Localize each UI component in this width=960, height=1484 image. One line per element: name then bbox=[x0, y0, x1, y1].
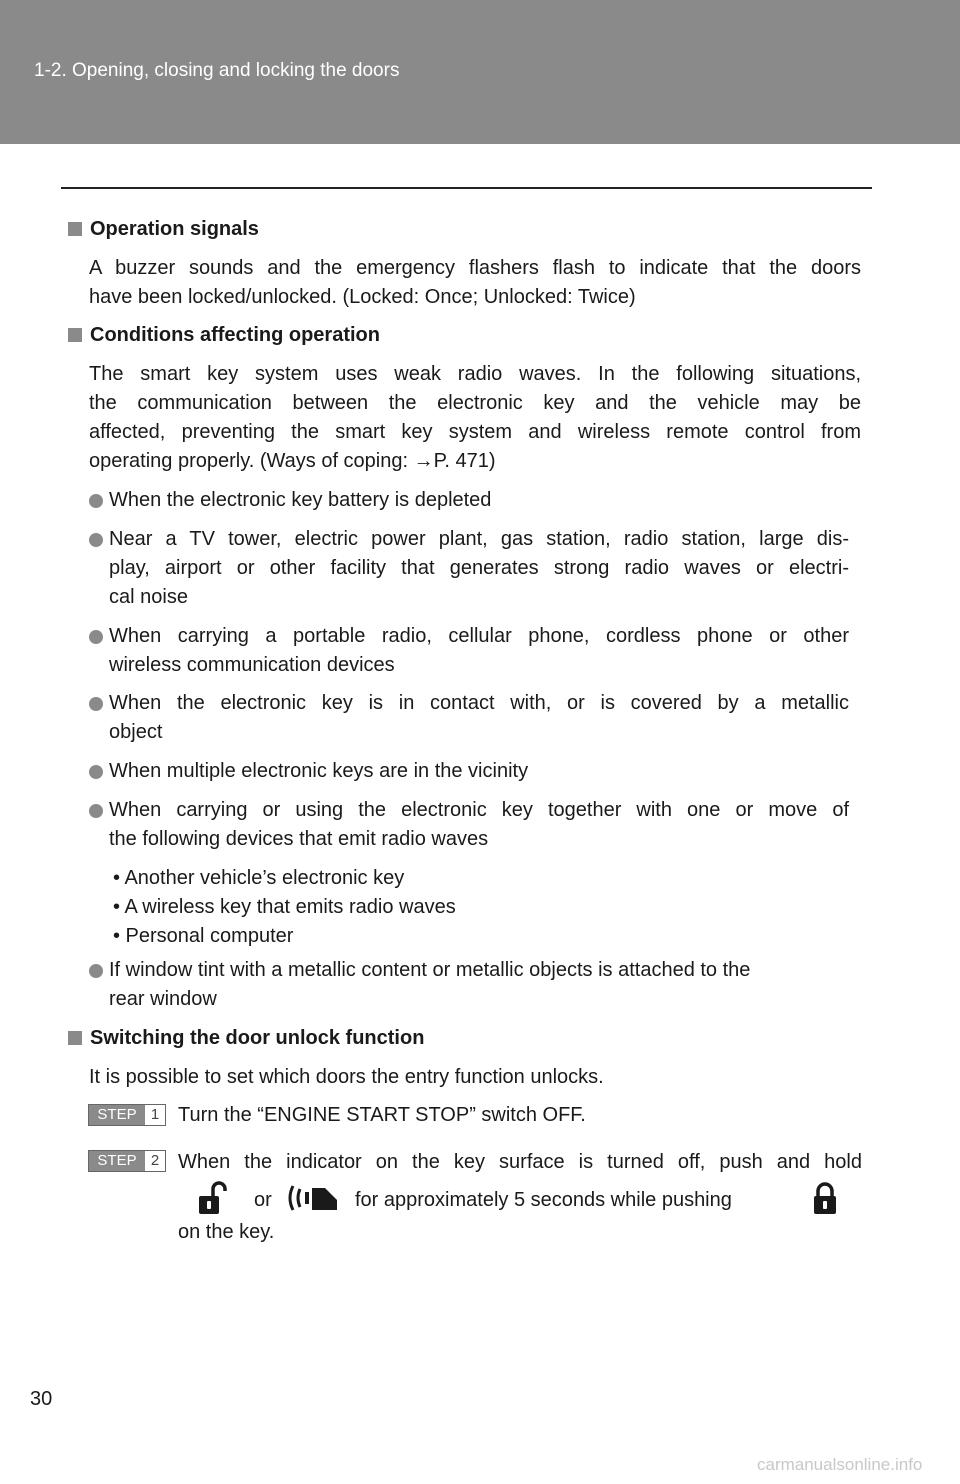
paragraph-line: operating properly. (Ways of coping: →P. 471) bbox=[89, 450, 496, 472]
step-text: on the key. bbox=[178, 1221, 275, 1243]
list-item: When multiple electronic keys are in the vicinity bbox=[109, 760, 529, 782]
step-text: When the indicator on the key surface is turned off, push and hold bbox=[178, 1151, 862, 1173]
list-item: object bbox=[109, 721, 163, 743]
page-number: 30 bbox=[30, 1388, 53, 1410]
sub-list-item: • A wireless key that emits radio waves bbox=[113, 896, 456, 918]
lock-icon bbox=[810, 1180, 840, 1216]
chapter-header bbox=[0, 0, 960, 144]
list-item: the following devices that emit radio waves bbox=[109, 828, 489, 850]
step-number: 2 bbox=[150, 1152, 160, 1169]
list-item: When carrying a portable radio, cellular phone, cordless phone or other bbox=[109, 625, 849, 647]
trunk-signal-icon bbox=[285, 1180, 341, 1216]
list-item: cal noise bbox=[109, 586, 188, 608]
list-item: play, airport or other facility that generates strong radio waves or electri- bbox=[109, 557, 849, 579]
chapter-title: 1-2. Opening, closing and locking the doors bbox=[34, 60, 400, 81]
watermark: carmanualsonline.info bbox=[757, 1455, 923, 1474]
paragraph-line: affected, preventing the smart key system and wireless remote control from bbox=[89, 421, 861, 443]
step-text: Turn the “ENGINE START STOP” switch OFF. bbox=[178, 1104, 586, 1126]
bullet-dot-icon bbox=[89, 494, 103, 508]
list-item: If window tint with a metallic content or metallic objects is attached to the bbox=[109, 959, 751, 981]
bullet-dot-icon bbox=[89, 630, 103, 644]
paragraph-line: A buzzer sounds and the emergency flashers flash to indicate that the doors bbox=[89, 257, 861, 279]
sub-list-item: • Another vehicle’s electronic key bbox=[113, 867, 405, 889]
list-item: rear window bbox=[109, 988, 217, 1010]
bullet-dot-icon bbox=[89, 765, 103, 779]
section-heading: Operation signals bbox=[68, 218, 259, 241]
section-heading: Conditions affecting operation bbox=[68, 324, 380, 347]
section-heading: Switching the door unlock function bbox=[68, 1027, 424, 1050]
bullet-dot-icon bbox=[89, 804, 103, 818]
bullet-dot-icon bbox=[89, 964, 103, 978]
step-text: for approximately 5 seconds while pushing bbox=[355, 1189, 732, 1211]
paragraph-line: The smart key system uses weak radio waves. In the following situations, bbox=[89, 363, 861, 385]
square-bullet-icon bbox=[68, 222, 82, 236]
square-bullet-icon bbox=[68, 328, 82, 342]
step-badge bbox=[88, 1150, 166, 1172]
list-item: Near a TV tower, electric power plant, gas station, radio station, large dis- bbox=[109, 528, 849, 550]
paragraph-line: It is possible to set which doors the entry function unlocks. bbox=[89, 1066, 604, 1088]
or-text: or bbox=[254, 1189, 272, 1211]
list-item: When the electronic key battery is depleted bbox=[109, 489, 492, 511]
list-item: wireless communication devices bbox=[109, 654, 395, 676]
step-badge bbox=[88, 1104, 166, 1126]
list-item: When the electronic key is in contact with, or is covered by a metallic bbox=[109, 692, 849, 714]
bullet-dot-icon bbox=[89, 697, 103, 711]
paragraph-line: the communication between the electronic key and the vehicle may be bbox=[89, 392, 861, 414]
step-number: 1 bbox=[150, 1106, 160, 1123]
bullet-dot-icon bbox=[89, 533, 103, 547]
paragraph-line: have been locked/unlocked. (Locked: Once; Unlocked: Twice) bbox=[89, 286, 636, 308]
step-label: STEP bbox=[89, 1105, 145, 1125]
list-item: When carrying or using the electronic key together with one or move of bbox=[109, 799, 849, 821]
divider bbox=[61, 187, 872, 189]
step-label: STEP bbox=[89, 1151, 145, 1171]
square-bullet-icon bbox=[68, 1031, 82, 1045]
unlock-icon bbox=[197, 1180, 227, 1216]
sub-list-item: • Personal computer bbox=[113, 925, 294, 947]
